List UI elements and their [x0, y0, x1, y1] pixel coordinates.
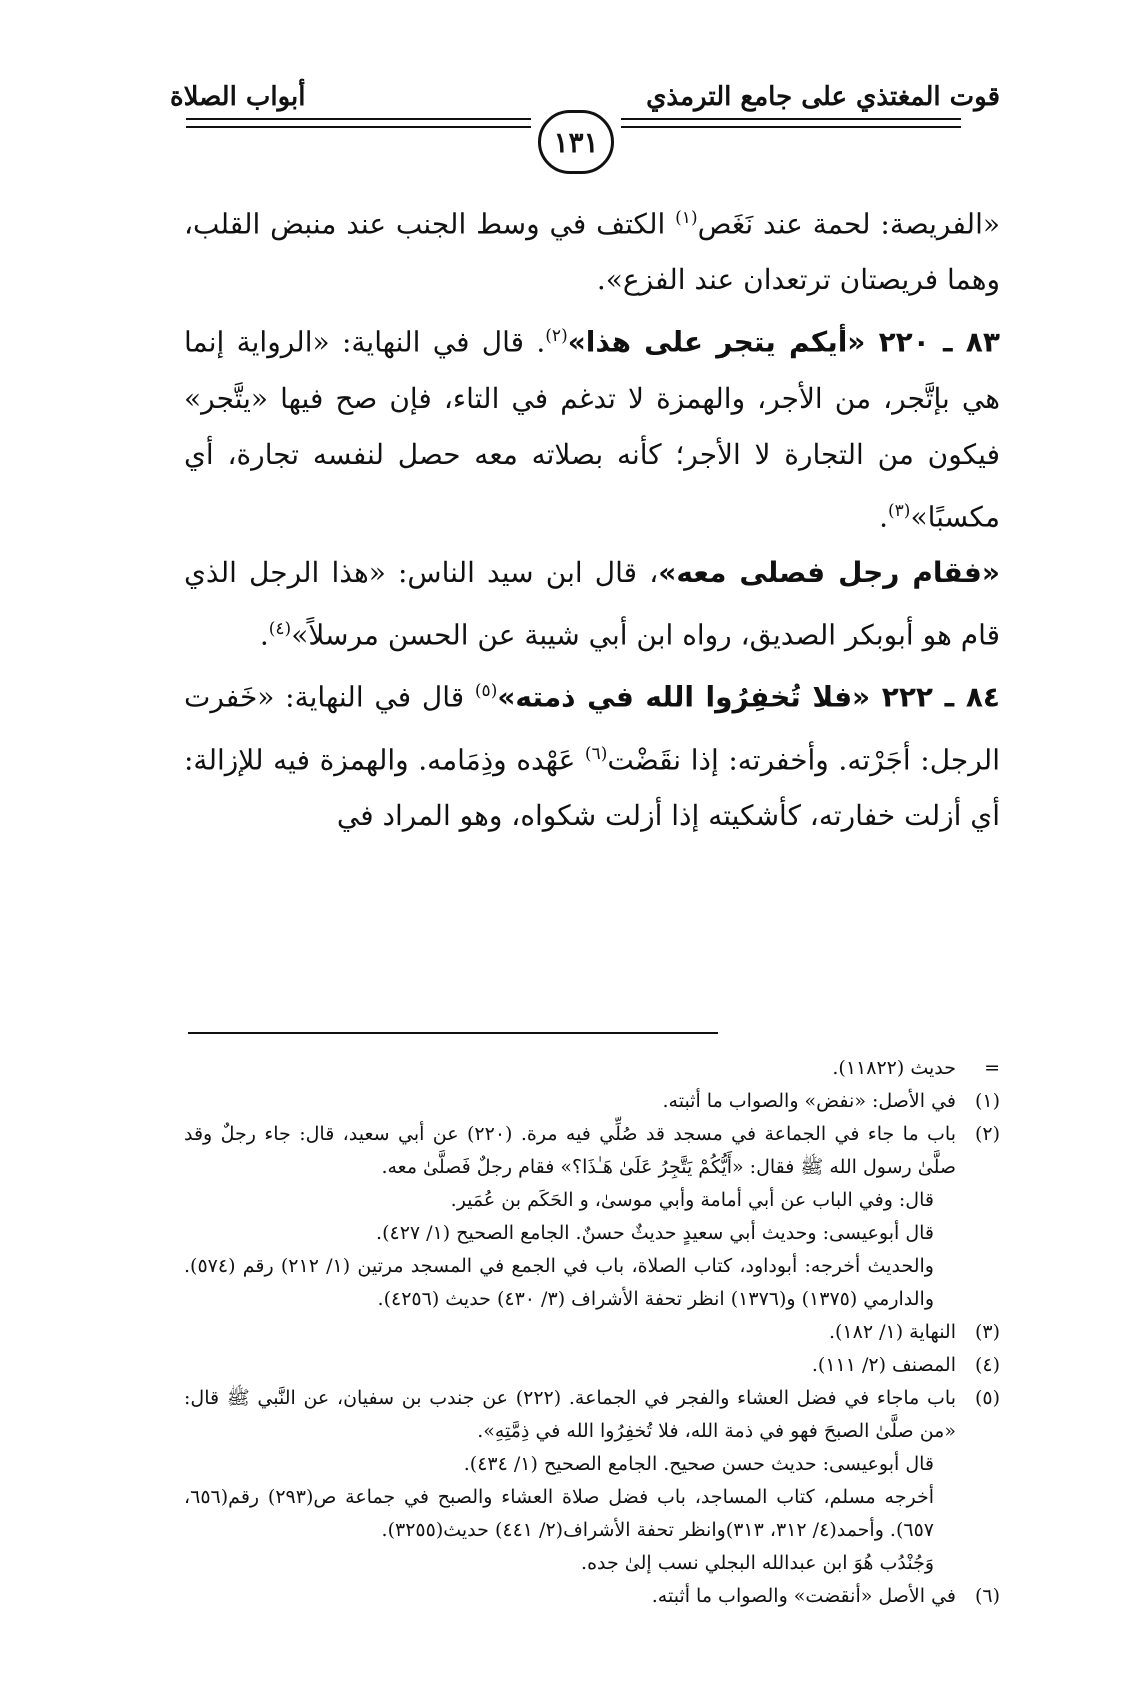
footnote-ref-3: (٣)	[888, 500, 911, 521]
paragraph-4-text: قال في النهاية: «خَفرت الرجل: أجَرْته. وأخفرته: إذا نقَضْت	[184, 680, 1000, 776]
footnote-number: (١)	[974, 1090, 1000, 1112]
footnote-ref-5: (٥)	[474, 681, 498, 702]
paragraph-1	[184, 190, 1000, 308]
hadith-quote-1: «أيكم يتجر على هذا»	[567, 325, 866, 359]
footnote-number: (٦)	[974, 1585, 1000, 1607]
footnote-3	[184, 1316, 1000, 1349]
paragraph-3	[184, 545, 1000, 663]
footnote-line: وَجُنْدُب هُوَ ابن عبدالله البجلي نسب إلىٰ جده.	[581, 1552, 934, 1574]
footnote-number: (٣)	[974, 1321, 1000, 1343]
footnotes	[184, 1040, 1000, 1613]
footnote-ref-4: (٤)	[268, 618, 292, 639]
footnote-ref-2: (٢)	[545, 326, 568, 347]
footnote-ref-1: (١)	[675, 208, 698, 228]
paragraph-3-end: .	[259, 618, 269, 652]
entry-number-83: ٨٣ ـ ٢٢٠	[865, 325, 1000, 359]
footnote-separator	[188, 1032, 718, 1034]
footnote-line: أخرجه مسلم، كتاب المساجد، باب فضل صلاة العشاء والصبح في جماعة ص(٢٩٣) رقم(٦٥٦، ٦٥٧). وأحمد(٤/ ٣١٢، ٣١٣)وانظر تحفة الأشراف(٢/ ٤٤١) حديث(٣٢٥٥).	[184, 1486, 934, 1541]
footnote-line: والحديث أخرجه: أبوداود، كتاب الصلاة، باب في الجمع في المسجد مرتين (١/ ٢١٢) رقم (٥٧٤). والدارمي (١٣٧٥) و(١٣٧٦) انظر تحفة الأشراف (٣/ ٤٣٠) حديث (٤٢٥٦).	[184, 1255, 934, 1310]
footnote-line: في الأصل: «نفض» والصواب ما أثبته.	[662, 1090, 956, 1112]
paragraph-2	[184, 308, 1000, 545]
paragraph-4-end: عَهْده وذِمَامه. والهمزة فيه للإزالة: أي أزلت خفارته، كأشكيته إذا أزلت شكواه، وهو المراد في	[184, 742, 1000, 832]
footnote-5	[184, 1382, 1000, 1580]
footnote-1	[184, 1085, 1000, 1118]
main-text	[184, 190, 1000, 844]
footnote-line: قال: وفي الباب عن أبي أمامة وأبي موسىٰ، و الحَكَم بن عُمَير.	[450, 1189, 934, 1211]
footnote-continuation-text: حديث (١١٨٢٢).	[832, 1057, 956, 1079]
paragraph-4	[184, 663, 1000, 844]
paragraph-1-end: الكتف في وسط الجنب عند منبض القلب، وهما فريصتان ترتعدان عند الفزع».	[184, 207, 1000, 297]
continuation-mark: =	[984, 1057, 1000, 1079]
footnote-line: باب ما جاء في الجماعة في مسجد قد صُلِّي فيه مرة. (٢٢٠) عن أبي سعيد، قال: جاء رجلٌ وقد صلَّىٰ رسول الله ﷺ فقال: «أَيُّكُمْ يَتَّجِرُ عَلَىٰ هَـٰذَا؟» فقام رجلٌ فَصلَّىٰ معه.	[184, 1123, 956, 1178]
footnote-line: قال أبوعيسى: وحديث أبي سعيدٍ حديثٌ حسنٌ. الجامع الصحيح (١/ ٤٢٧).	[376, 1222, 934, 1244]
hadith-quote-3: «فلا تُخفِرُوا الله في ذمته»	[497, 680, 871, 714]
footnote-continuation	[184, 1052, 1000, 1085]
header-rule-left-top	[186, 118, 531, 120]
header-rule-left-bottom	[186, 126, 531, 128]
footnote-line: قال أبوعيسى: حديث حسن صحيح. الجامع الصحيح (١/ ٤٣٤).	[463, 1453, 934, 1475]
paragraph-2-text: . قال في النهاية: «الرواية إنما هي بإتَّجر، من الأجر، والهمزة لا تدغم في التاء، فإن صح فيها «يتَّجر» فيكون من التجارة لا الأجر؛ كأنه بصلاته معه حصل لنفسه تجارة، أي مكسبًا»	[184, 325, 1000, 533]
paragraph-2-end: .	[879, 499, 889, 533]
footnote-ref-6: (٦)	[584, 743, 608, 764]
hadith-quote-2: «فقام رجل فصلى معه»	[658, 555, 1000, 589]
header-rule-right-top	[621, 118, 961, 120]
chapter-title: أبواب الصلاة	[170, 82, 306, 112]
footnote-line: في الأصل «أنقضت» والصواب ما أثبته.	[651, 1585, 956, 1607]
entry-number-84: ٨٤ ـ ٢٢٢	[870, 680, 1001, 714]
footnote-number: (٥)	[974, 1387, 1000, 1409]
paragraph-3-text: ، قال ابن سيد الناس: «هذا الرجل الذي قام هو أبوبكر الصديق، رواه ابن أبي شيبة عن الحسن مرسلاً»	[184, 555, 1000, 652]
footnote-6	[184, 1580, 1000, 1613]
footnote-4	[184, 1349, 1000, 1382]
page-number: ١٣١	[538, 110, 614, 174]
footnote-line: باب ماجاء في فضل العشاء والفجر في الجماعة. (٢٢٢) عن جندب بن سفيان، عن النَّبي ﷺ قال: «من صلَّىٰ الصبحَ فهو في ذمة الله، فلا تُخفِرُوا الله في ذِمَّتِهِ».	[184, 1387, 956, 1442]
footnote-number: (٤)	[974, 1354, 1000, 1376]
footnote-2	[184, 1118, 1000, 1316]
footnote-line: المصنف (٢/ ١١١).	[811, 1354, 956, 1376]
footnote-line: النهاية (١/ ١٨٢).	[828, 1321, 956, 1343]
header-rule-right-bottom	[621, 126, 961, 128]
page-header	[0, 70, 1148, 180]
footnote-number: (٢)	[974, 1123, 1000, 1145]
book-title: قوت المغتذي على جامع الترمذي	[646, 82, 1000, 112]
paragraph-1-start: «الفريصة: لحمة عند نَغَص	[697, 207, 1000, 241]
